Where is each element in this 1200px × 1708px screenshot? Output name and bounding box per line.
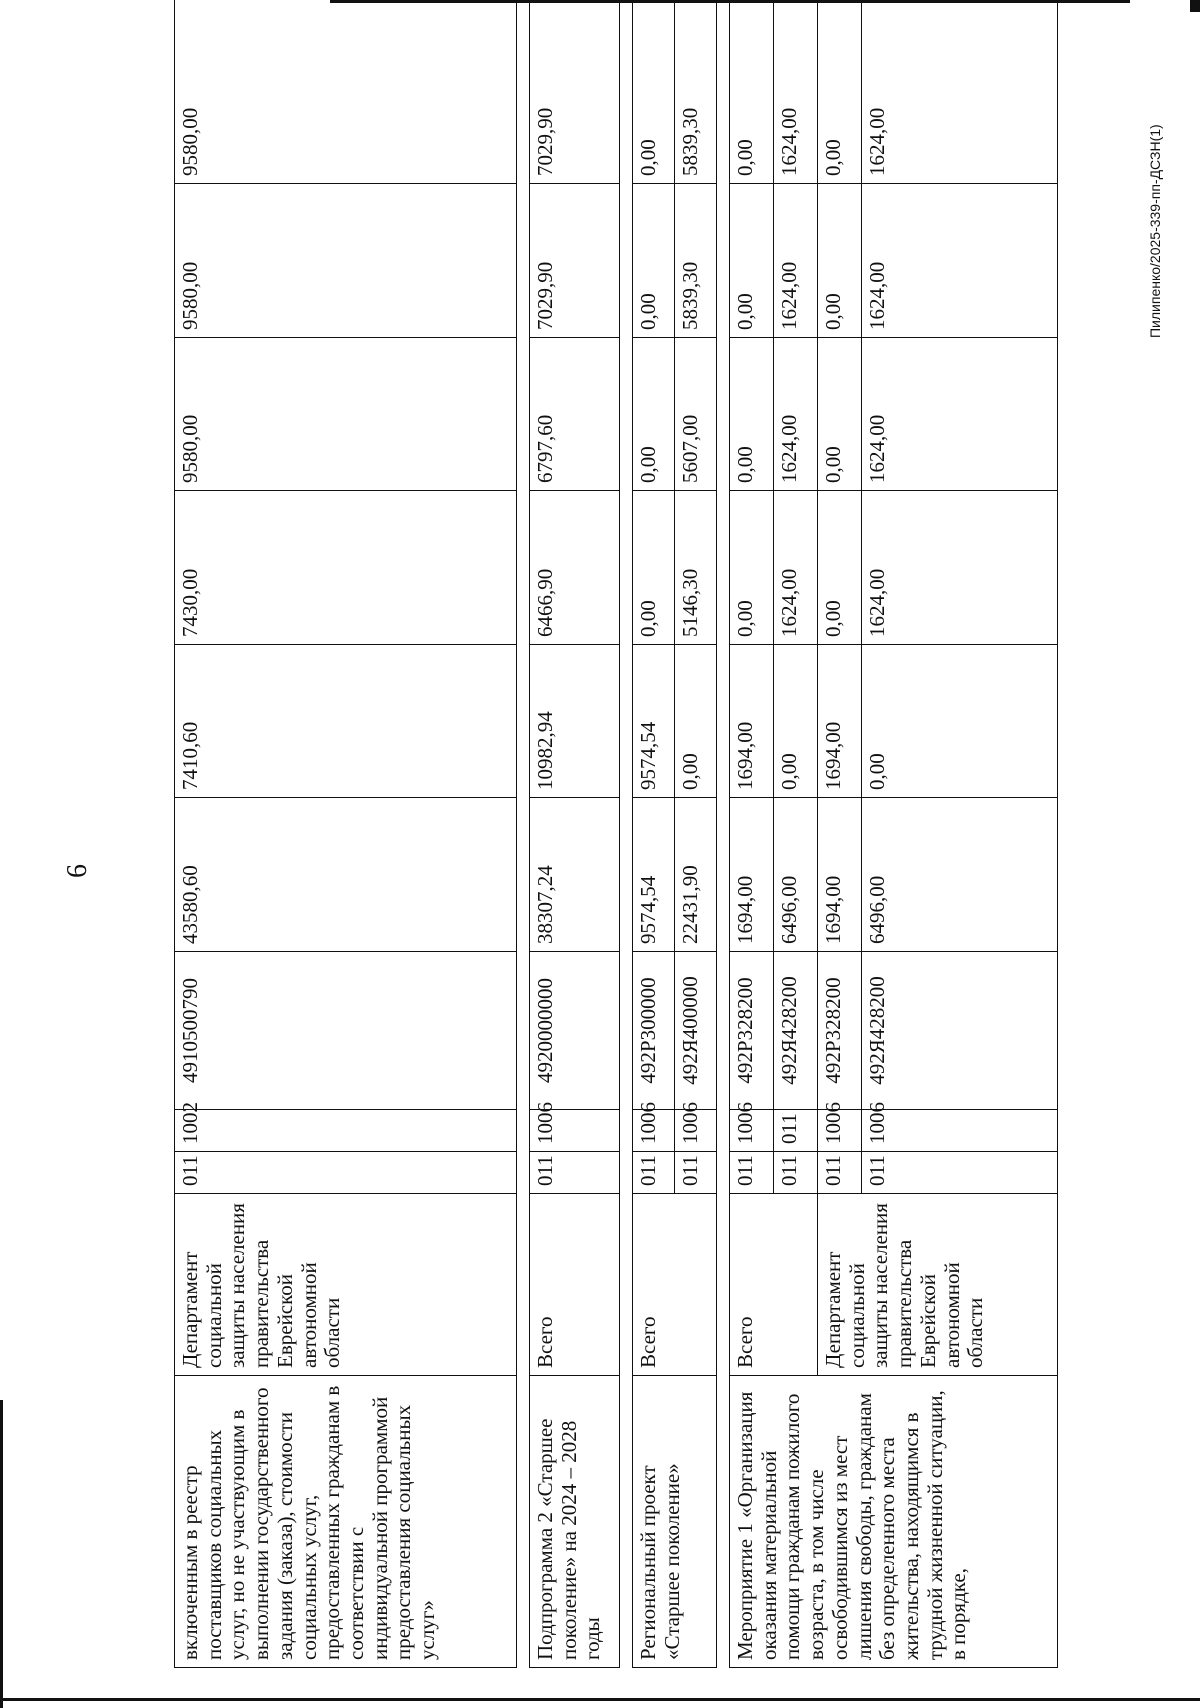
total-value: 9574,54	[633, 798, 675, 952]
row-gap	[620, 0, 633, 1668]
year-2026-value: 0,00	[818, 338, 862, 491]
grbs-code: 011	[818, 1152, 862, 1194]
csr-code: 492Р328200	[730, 952, 774, 1110]
year-2028-value: 1624,00	[862, 0, 1058, 184]
grbs-code: 011	[675, 1152, 717, 1194]
csr-code: 492Я400000	[675, 952, 717, 1110]
budget-table	[174, 0, 1058, 1668]
year-2028-value: 1624,00	[774, 0, 818, 184]
table-row	[530, 0, 620, 1668]
year-2025-value: 0,00	[730, 491, 774, 645]
document-code: Пилипенко/2025-339-пп-ДСЗН(1)	[1147, 124, 1163, 338]
executor: Департамент социальной защиты населения правительства Еврейской автономной области	[175, 1194, 517, 1376]
year-2024-value: 0,00	[675, 645, 717, 798]
year-2025-value: 1624,00	[862, 491, 1058, 645]
table-row	[175, 0, 517, 1668]
year-2024-value: 1694,00	[730, 645, 774, 798]
csr-code: 492Р300000	[633, 952, 675, 1110]
executor: Департамент социальной защиты населения правительства Еврейской автономной области	[818, 1194, 1058, 1376]
grbs-code: 011	[633, 1152, 675, 1194]
year-2024-value: 0,00	[862, 645, 1058, 798]
year-2027-value: 7029,90	[530, 184, 620, 338]
total-value: 1694,00	[818, 798, 862, 952]
page-number: 6	[62, 864, 93, 878]
total-value: 22431,90	[675, 798, 717, 952]
csr-code: 492Р328200	[818, 952, 862, 1110]
year-2026-value: 0,00	[633, 338, 675, 491]
year-2025-value: 6466,90	[530, 491, 620, 645]
year-2028-value: 5839,30	[675, 0, 717, 184]
year-2026-value: 6797,60	[530, 338, 620, 491]
rzpr-code: 1002	[175, 1110, 517, 1152]
year-2024-value: 1694,00	[818, 645, 862, 798]
measure-name: Подпрограмма 2 «Старшее поколение» на 2024 – 2028 годы	[530, 1376, 620, 1668]
rzpr-code: 1006	[675, 1110, 717, 1152]
grbs-code: 011	[774, 1152, 818, 1194]
year-2025-value: 7430,00	[175, 491, 517, 645]
rzpr-code: 1006	[862, 1110, 1058, 1152]
executor: Всего	[633, 1194, 717, 1376]
year-2024-value: 0,00	[774, 645, 818, 798]
csr-code: 4920000000	[530, 952, 620, 1110]
year-2026-value: 1624,00	[862, 338, 1058, 491]
measure-name: Региональный проект «Старшее поколение»	[633, 1376, 717, 1668]
rzpr-code: 1006	[633, 1110, 675, 1152]
total-value: 6496,00	[774, 798, 818, 952]
rzpr-code: 1006	[818, 1110, 862, 1152]
grbs-code: 011	[730, 1152, 774, 1194]
row-gap	[517, 0, 530, 1668]
year-2028-value: 7029,90	[530, 0, 620, 184]
year-2027-value: 1624,00	[862, 184, 1058, 338]
year-2028-value: 0,00	[818, 0, 862, 184]
year-2028-value: 9580,00	[175, 0, 517, 184]
grbs-code: 011	[862, 1152, 1058, 1194]
year-2027-value: 0,00	[818, 184, 862, 338]
year-2027-value: 5839,30	[675, 184, 717, 338]
rzpr-code: 1006	[530, 1110, 620, 1152]
table-row	[633, 0, 675, 1668]
grbs-code: 011	[530, 1152, 620, 1194]
year-2026-value: 0,00	[730, 338, 774, 491]
csr-code: 492Я428200	[862, 952, 1058, 1110]
year-2025-value: 1624,00	[774, 491, 818, 645]
executor: Всего	[730, 1194, 818, 1376]
year-2026-value: 9580,00	[175, 338, 517, 491]
year-2024-value: 9574,54	[633, 645, 675, 798]
year-2025-value: 0,00	[818, 491, 862, 645]
year-2027-value: 0,00	[633, 184, 675, 338]
year-2028-value: 0,00	[730, 0, 774, 184]
measure-name: Мероприятие 1 «Организация оказания материальной помощи гражданам пожилого возраста, в том числе освободившимся из мест лишения свободы, гражданам без определенного места жительства, находящимся в трудной жизненной ситуации, в порядке,	[730, 1376, 1058, 1668]
executor: Всего	[530, 1194, 620, 1376]
year-2024-value: 7410,60	[175, 645, 517, 798]
rzpr-code: 011	[774, 1110, 818, 1152]
year-2025-value: 0,00	[633, 491, 675, 645]
row-gap	[717, 0, 730, 1668]
year-2027-value: 0,00	[730, 184, 774, 338]
grbs-code: 011	[175, 1152, 517, 1194]
rzpr-code: 1006	[730, 1110, 774, 1152]
year-2024-value: 10982,94	[530, 645, 620, 798]
csr-code: 4910500790	[175, 952, 517, 1110]
measure-name: включенным в реестр поставщиков социальных услуг, но не участвующим в выполнении государственного задания (заказа), стоимости социальных услуг, предоставленных гражданам в соответствии с индивидуальной программой предоставления социальных услуг»	[175, 1376, 517, 1668]
table-row	[730, 0, 774, 1668]
total-value: 38307,24	[530, 798, 620, 952]
year-2025-value: 5146,30	[675, 491, 717, 645]
total-value: 6496,00	[862, 798, 1058, 952]
year-2027-value: 9580,00	[175, 184, 517, 338]
year-2027-value: 1624,00	[774, 184, 818, 338]
year-2026-value: 5607,00	[675, 338, 717, 491]
year-2028-value: 0,00	[633, 0, 675, 184]
total-value: 1694,00	[730, 798, 774, 952]
year-2026-value: 1624,00	[774, 338, 818, 491]
csr-code: 492Я428200	[774, 952, 818, 1110]
total-value: 43580,60	[175, 798, 517, 952]
